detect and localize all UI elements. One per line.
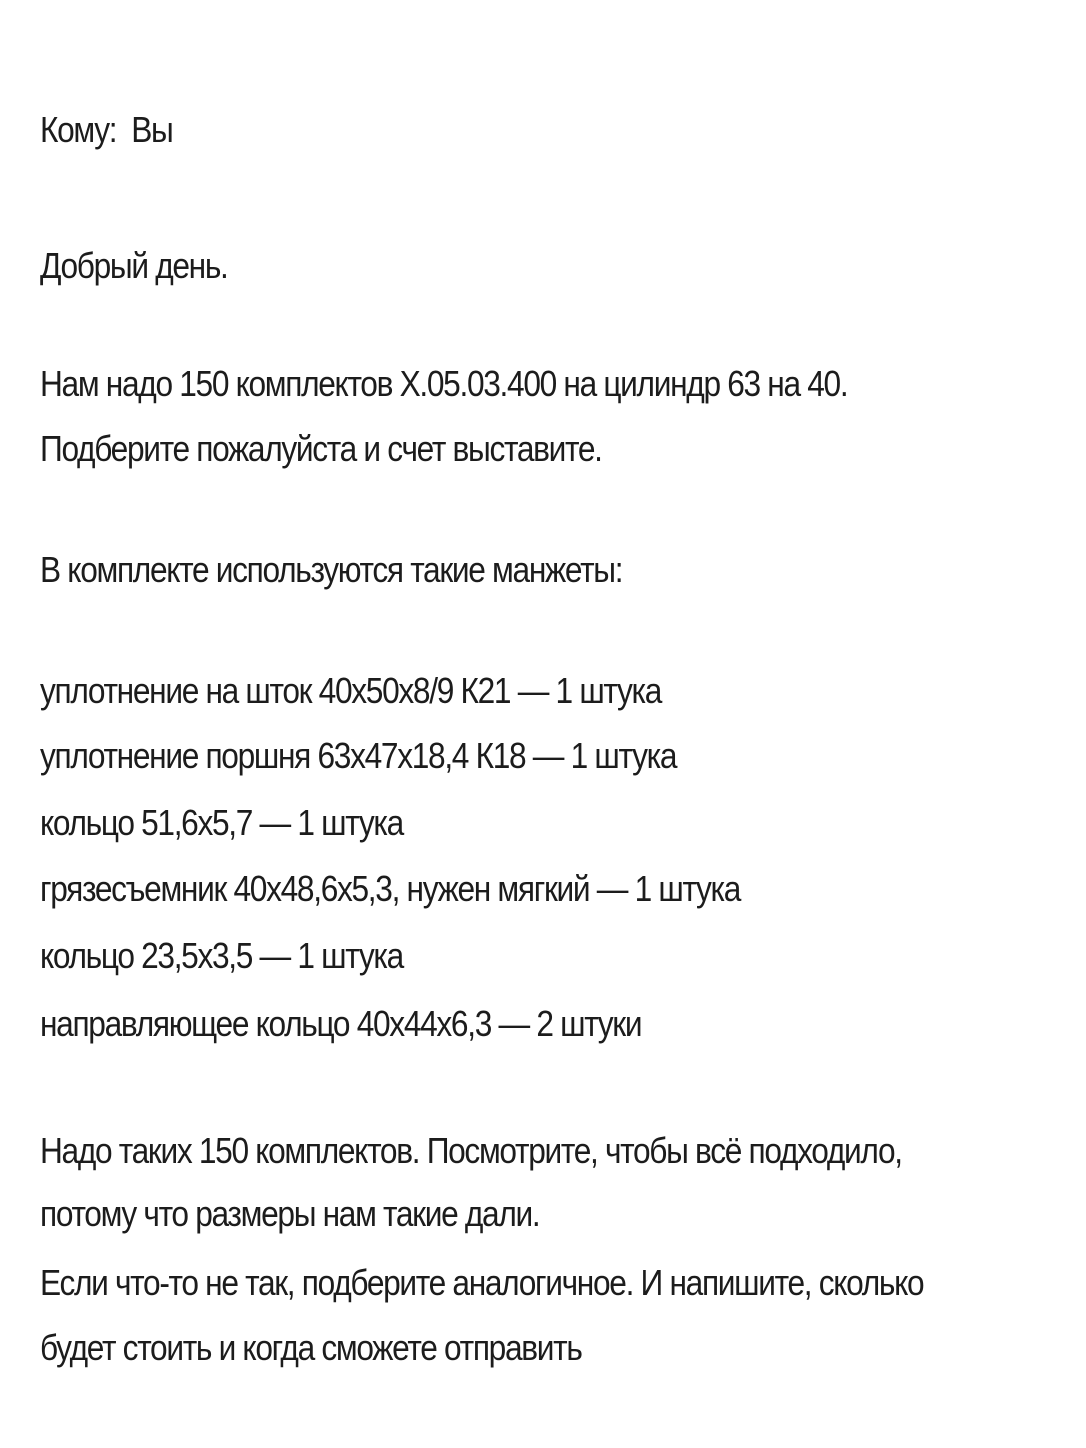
- closing-line-2: потому что размеры нам такие дали.: [40, 1193, 540, 1234]
- recipient-label: Кому:: [40, 109, 117, 150]
- list-item: направляющее кольцо 40х44х6,3 — 2 штуки: [40, 1003, 642, 1044]
- recipient-line: [40, 108, 172, 152]
- list-item: уплотнение на шток 40х50х8/9 К21 — 1 штука: [40, 670, 662, 711]
- request-line-2: Подберите пожалуйста и счет выставите.: [40, 428, 602, 469]
- list-item: кольцо 51,6х5,7 — 1 штука: [40, 802, 403, 843]
- list-item: кольцо 23,5х3,5 — 1 штука: [40, 935, 403, 976]
- list-item: грязесъемник 40х48,6х5,3, нужен мягкий — 1 штука: [40, 868, 741, 909]
- closing-line-3: Если что-то не так, подберите аналогичное. И напишите, сколько: [40, 1262, 924, 1303]
- kit-intro: В комплекте используются такие манжеты:: [40, 549, 623, 590]
- closing-line-1: Надо таких 150 комплектов. Посмотрите, чтобы всё подходило,: [40, 1130, 902, 1171]
- recipient-value: Вы: [131, 109, 173, 150]
- request-line-1: Нам надо 150 комплектов Х.05.03.400 на цилиндр 63 на 40.: [40, 363, 848, 404]
- list-item: уплотнение поршня 63х47х18,4 К18 — 1 штука: [40, 735, 677, 776]
- closing-line-4: будет стоить и когда сможете отправить: [40, 1327, 582, 1368]
- greeting: Добрый день.: [40, 245, 228, 286]
